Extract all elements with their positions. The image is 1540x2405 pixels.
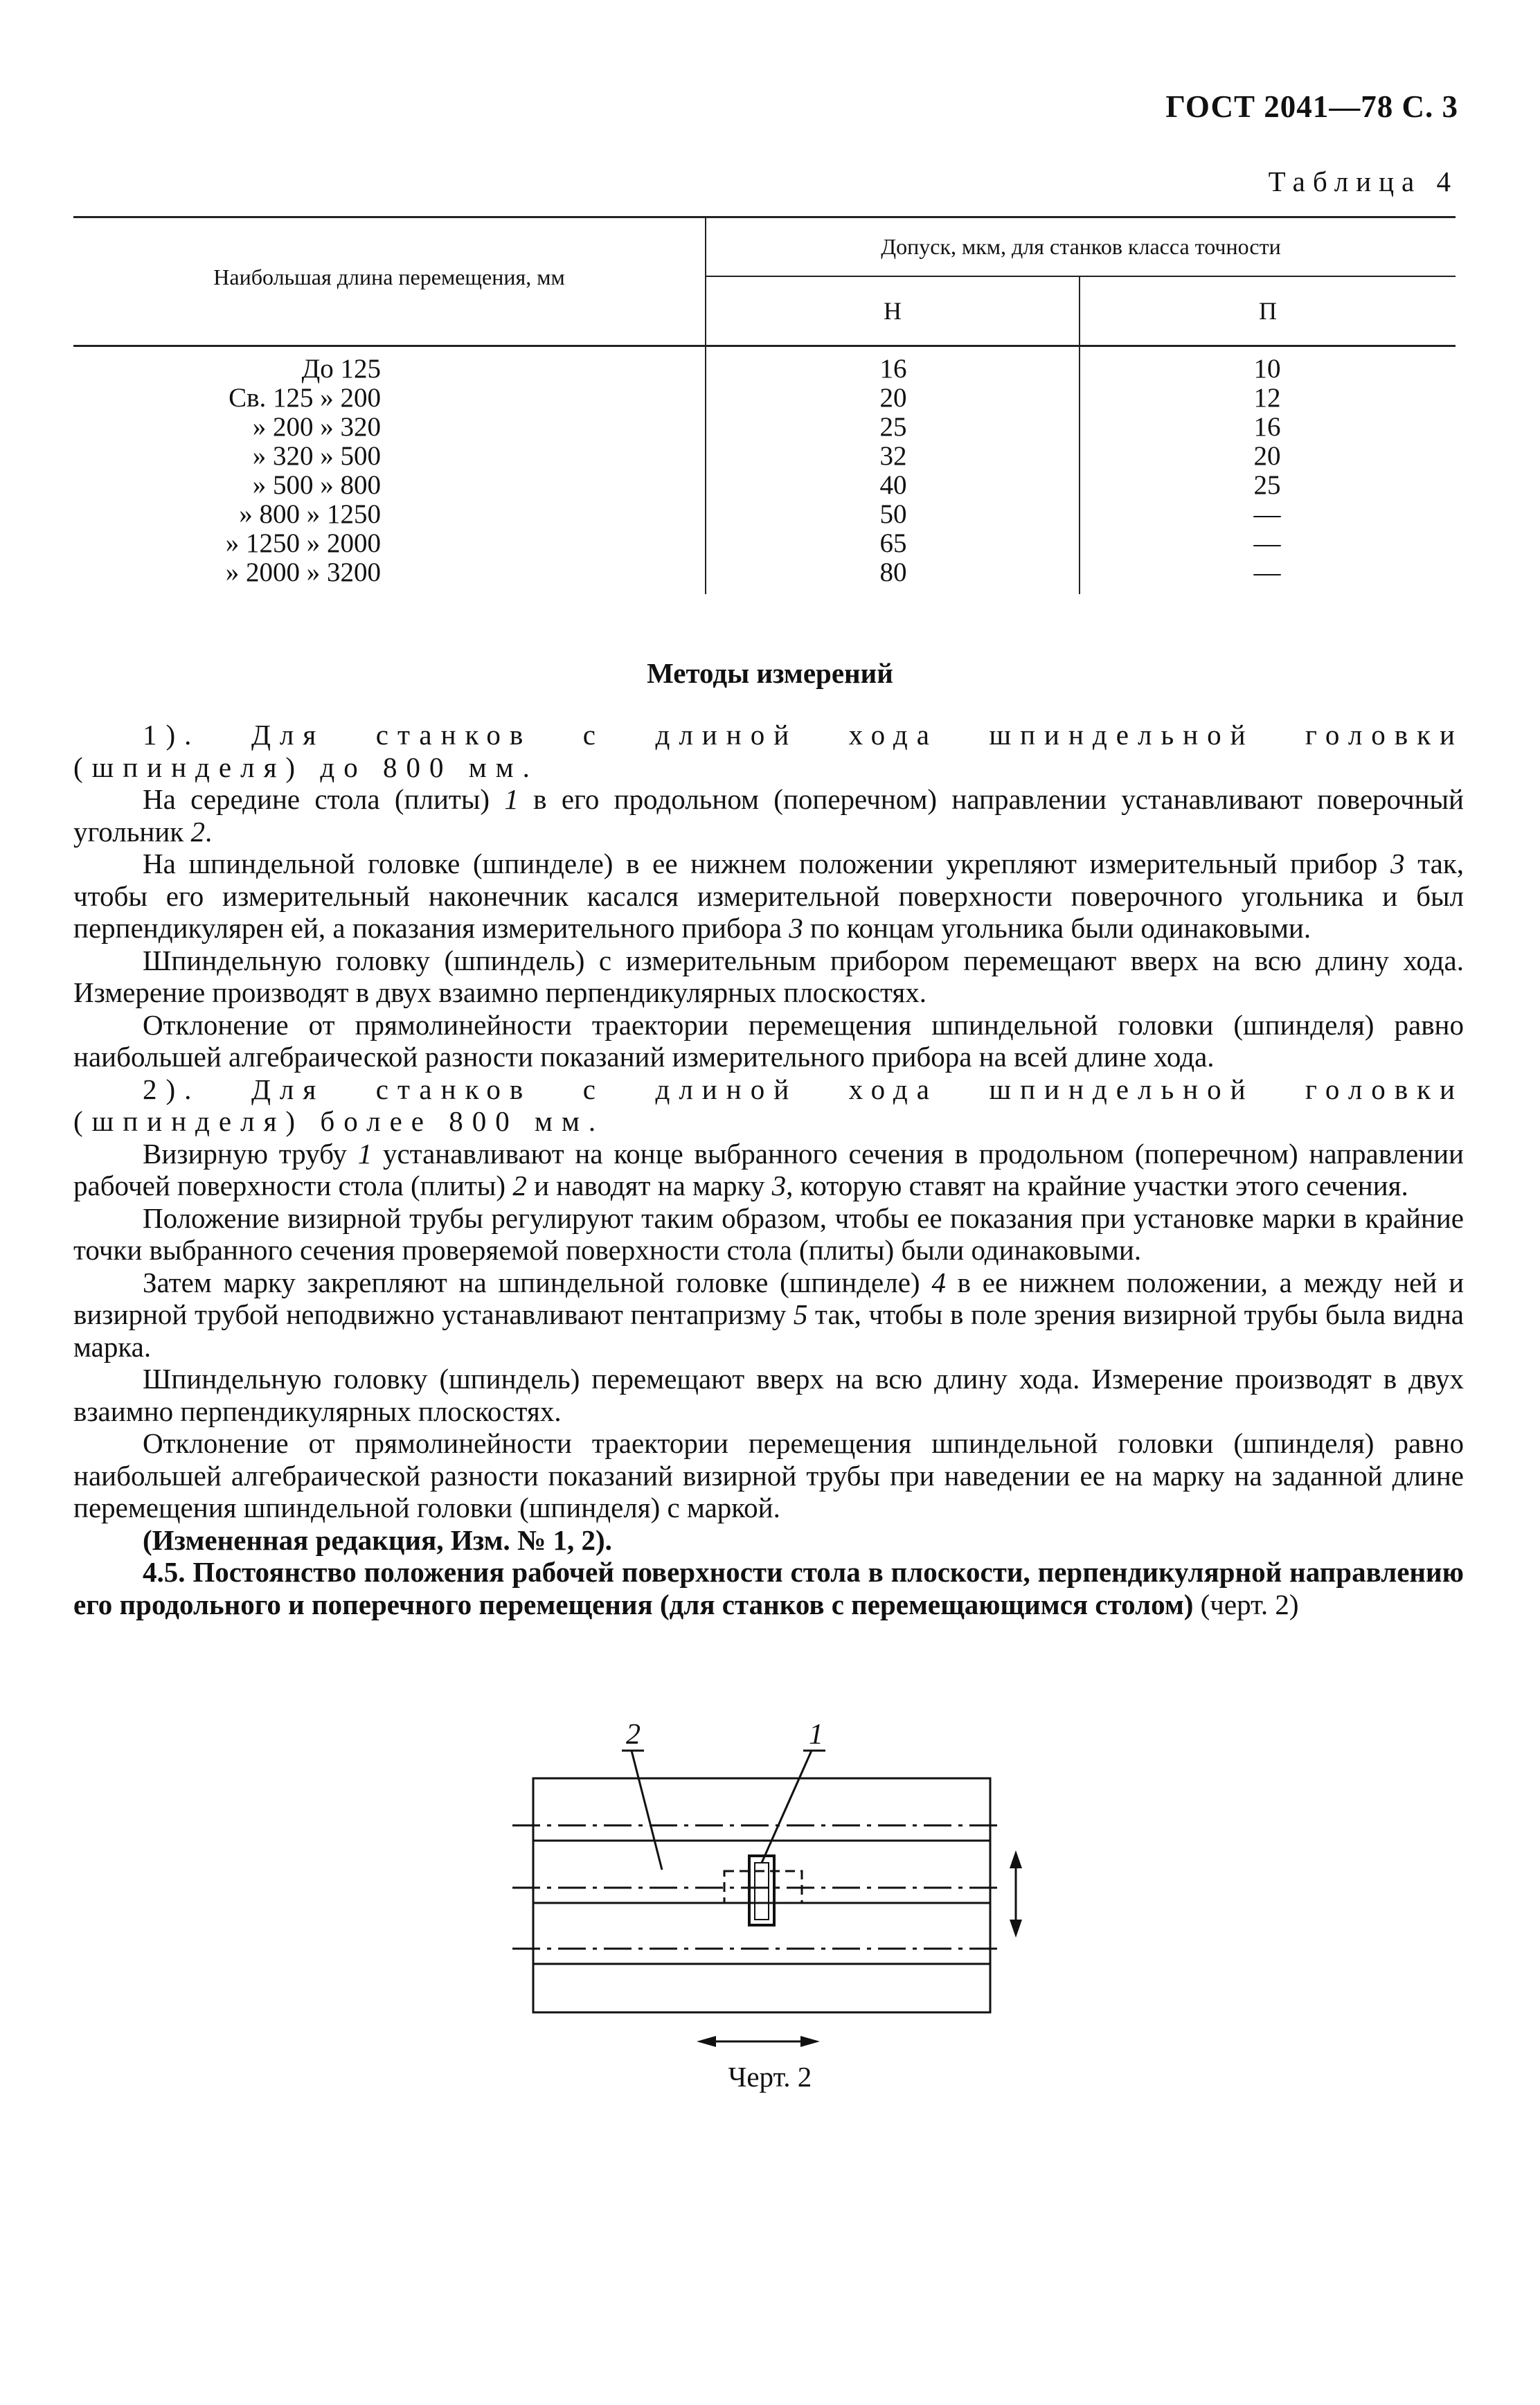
amendment-note: (Измененная редакция, Изм. № 1, 2). <box>143 1523 612 1556</box>
paragraph: Визирную трубу 1 устанавливают на конце выбранного сечения в продольном (поперечном) направлении рабочей поверхности стола (плиты) 2 и наводят на марку 3, которую ставят на крайние участки этого сечения. <box>73 1137 1464 1201</box>
table-cell-length: Св. 125 » 200 <box>229 383 381 413</box>
drawing-label-1: 1 <box>809 1719 823 1751</box>
table-cell-h: 25 <box>879 412 907 442</box>
item-1-heading: 1). Для станков с длиной хода шпиндельной головки (шпинделя) до 800 мм. <box>73 719 1464 783</box>
table-header-class-p: П <box>1259 297 1277 325</box>
table-cell-length: До 125 <box>301 354 381 384</box>
table-cell-p: 25 <box>1253 470 1281 500</box>
table-cell-p: — <box>1253 557 1281 587</box>
leader-line-2 <box>632 1751 662 1870</box>
arrow-head <box>800 2036 820 2047</box>
leader-line-1 <box>762 1751 812 1863</box>
clause-4-5: 4.5. Постоянство положения рабочей поверхности стола в плоскости, перпендикулярной направлению его продольного и поперечного перемещения (для станков с перемещающимся столом) (черт. 2) <box>73 1556 1464 1620</box>
drawing-caption: Черт. 2 <box>728 2061 812 2093</box>
drawing-label-2: 2 <box>626 1719 641 1751</box>
paragraph: Шпиндельную головку (шпиндель) перемещают вверх на всю длину хода. Измерение производят в двух взаимно перпендикулярных плоскостях. <box>73 1363 1464 1427</box>
table-cell-p: — <box>1253 528 1281 558</box>
table-cell-length: » 800 » 1250 <box>239 499 381 529</box>
square-body <box>749 1856 774 1925</box>
paragraph: Отклонение от прямолинейности траектории перемещения шпиндельной головки (шпинделя) равно наибольшей алгебраической разности показаний визирной трубы при наведении ее на марку на заданной длине перемещения шпиндельной головки (шпинделя) с маркой. <box>73 1427 1464 1523</box>
table-cell-length: » 500 » 800 <box>252 470 381 500</box>
table-cell-length: » 200 » 320 <box>252 412 381 442</box>
table-caption: Таблица 4 <box>1268 166 1458 197</box>
item-2-heading: 2). Для станков с длиной хода шпиндельной головки (шпинделя) более 800 мм. <box>73 1073 1464 1137</box>
arrow-head <box>1010 1920 1022 1938</box>
table-header-length: Наибольшая длина перемещения, мм <box>213 265 565 289</box>
document-header: ГОСТ 2041—78 С. 3 <box>1165 89 1458 124</box>
paragraph: Отклонение от прямолинейности траектории перемещения шпиндельной головки (шпинделя) равно наибольшей алгебраической разности показаний измерительного прибора на всей длине хода. <box>73 1008 1464 1073</box>
arrow-head <box>1010 1850 1022 1868</box>
table-cell-length: » 1250 » 2000 <box>225 528 381 558</box>
table-cell-length: » 320 » 500 <box>252 441 381 471</box>
paragraph: Положение визирной трубы регулируют таким образом, чтобы ее показания при установке марки в крайние точки выбранного сечения проверяемой поверхности стола (плиты) были одинаковыми. <box>73 1201 1464 1266</box>
table-header-tolerance: Допуск, мкм, для станков класса точности <box>881 234 1281 259</box>
table-cell-h: 80 <box>879 557 907 587</box>
paragraph: На середине стола (плиты) 1 в его продольном (поперечном) направлении устанавливают поверочный угольник 2. <box>73 783 1465 848</box>
arrow-head <box>697 2036 716 2047</box>
table-cell-h: 65 <box>879 528 907 558</box>
section-title: Методы измерений <box>647 657 893 689</box>
table-cell-h: 40 <box>879 470 907 500</box>
table-cell-p: 16 <box>1253 412 1281 442</box>
paragraph: Шпиндельную головку (шпиндель) с измерительным прибором перемещают вверх на всю длину хода. Измерение производят в двух взаимно перпендикулярных плоскостях. <box>73 944 1464 1008</box>
table-cell-p: 20 <box>1253 441 1281 471</box>
table-cell-p: 12 <box>1253 383 1281 413</box>
table-outline <box>533 1778 990 2012</box>
paragraph: Затем марку закрепляют на шпиндельной головке (шпинделе) 4 в ее нижнем положении, а между ней и визирной трубой неподвижно устанавливают пентапризму 5 так, чтобы в поле зрения визирной трубы была видна марка. <box>73 1266 1465 1363</box>
table-cell-length: » 2000 » 3200 <box>225 557 381 587</box>
table-cell-p: 10 <box>1253 354 1281 384</box>
table-cell-h: 16 <box>879 354 907 384</box>
table-cell-p: — <box>1253 499 1281 529</box>
table-cell-h: 20 <box>879 383 907 413</box>
table-header-class-h: Н <box>884 297 902 325</box>
table-cell-h: 50 <box>879 499 907 529</box>
paragraph: На шпиндельной головке (шпинделе) в ее нижнем положении укрепляют измерительный прибор 3 так, чтобы его измерительный наконечник касался измерительной поверхности поверочного угольника и был перпендикулярен ей, а показания измерительного прибора 3 по концам угольника были одинаковыми. <box>73 848 1464 944</box>
table-cell-h: 32 <box>879 441 907 471</box>
